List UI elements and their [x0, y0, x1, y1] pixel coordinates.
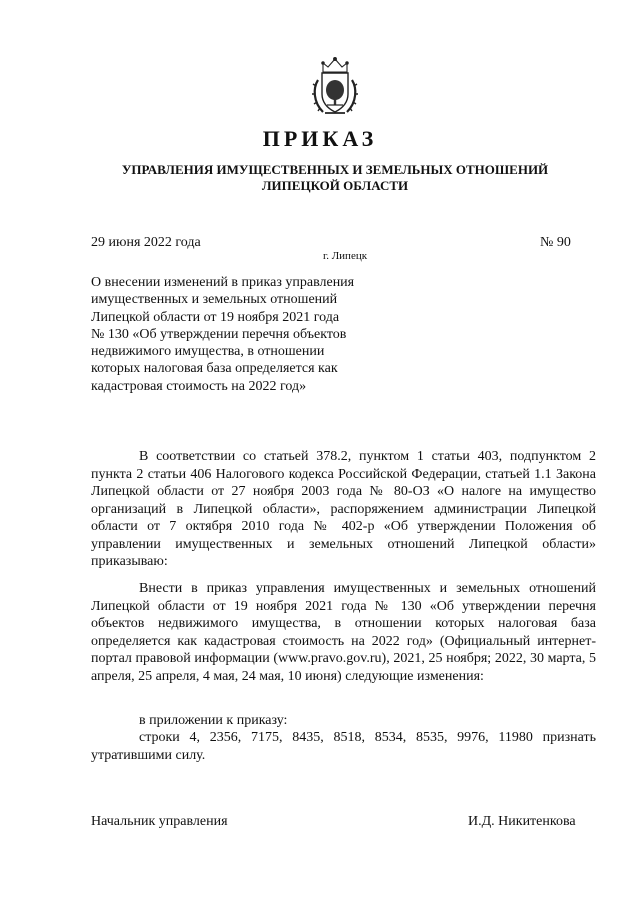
preamble-paragraph: В соответствии со статьей 378.2, пунктом 1 статьи 403, подпунктом 2 пункта 2 статьи 406 Налогового кодекса Российской Федерации, статьей 1.1 Закона Липецкой области от 27 ноября 2003 года № 80-ОЗ «О налоге на имущество организаций в Липецкой области», распоряжением администрации Липецкой области от 7 октября 2010 года № 402-р «Об утверждении Положения об управлении имущественных и земельных отношений Липецкой области» приказываю:	[91, 449, 596, 569]
subject-line: О внесении изменений в приказ управления	[91, 275, 355, 290]
order-city: г. Липецк	[322, 250, 368, 262]
subject-line: Липецкой области от 19 ноября 2021 года	[91, 309, 340, 325]
subject-line: недвижимого имущества, в отношении	[91, 344, 325, 360]
order-number: № 90	[540, 235, 571, 250]
signatory-position: Начальник управления	[91, 814, 228, 829]
appendix-paragraph: в приложении к приказу:	[139, 713, 288, 728]
order-date: 29 июня 2022 года	[91, 235, 201, 250]
document-title: ПРИКАЗ	[262, 126, 378, 151]
authority-line-2: ЛИПЕЦКОЙ ОБЛАСТИ	[261, 178, 409, 193]
subject-line: которых налоговая база определяется как	[91, 361, 338, 377]
rows-repeal-paragraph: строки 4, 2356, 7175, 8435, 8518, 8534, 8535, 9976, 11980 признать утратившими силу.	[91, 730, 596, 763]
authority-line-1: УПРАВЛЕНИЯ ИМУЩЕСТВЕННЫХ И ЗЕМЕЛЬНЫХ ОТНОШЕНИЙ	[121, 162, 549, 177]
subject-line: имущественных и земельных отношений	[91, 292, 338, 308]
order-subject	[91, 274, 401, 395]
order-paragraph: Внести в приказ управления имущественных и земельных отношений Липецкой области от 19 ноября 2021 года № 130 «Об утверждении перечня объектов недвижимого имущества, в отношении которых налоговая база определяется как кадастровая стоимость на 2022 год» (Официальный интернет-портал правовой информации (www.pravo.gov.ru), 2021, 25 ноября; 2022, 30 марта, 5 апреля, 25 апреля, 4 мая, 24 мая, 10 июня) следующие изменения:	[91, 581, 596, 684]
coat-of-arms-icon	[311, 56, 359, 118]
subject-line: № 130 «Об утверждении перечня объектов	[91, 326, 347, 342]
signatory-name: И.Д. Никитенкова	[468, 814, 576, 829]
subject-line: кадастровая стоимость на 2022 год»	[91, 378, 307, 394]
issuing-authority	[80, 162, 590, 194]
